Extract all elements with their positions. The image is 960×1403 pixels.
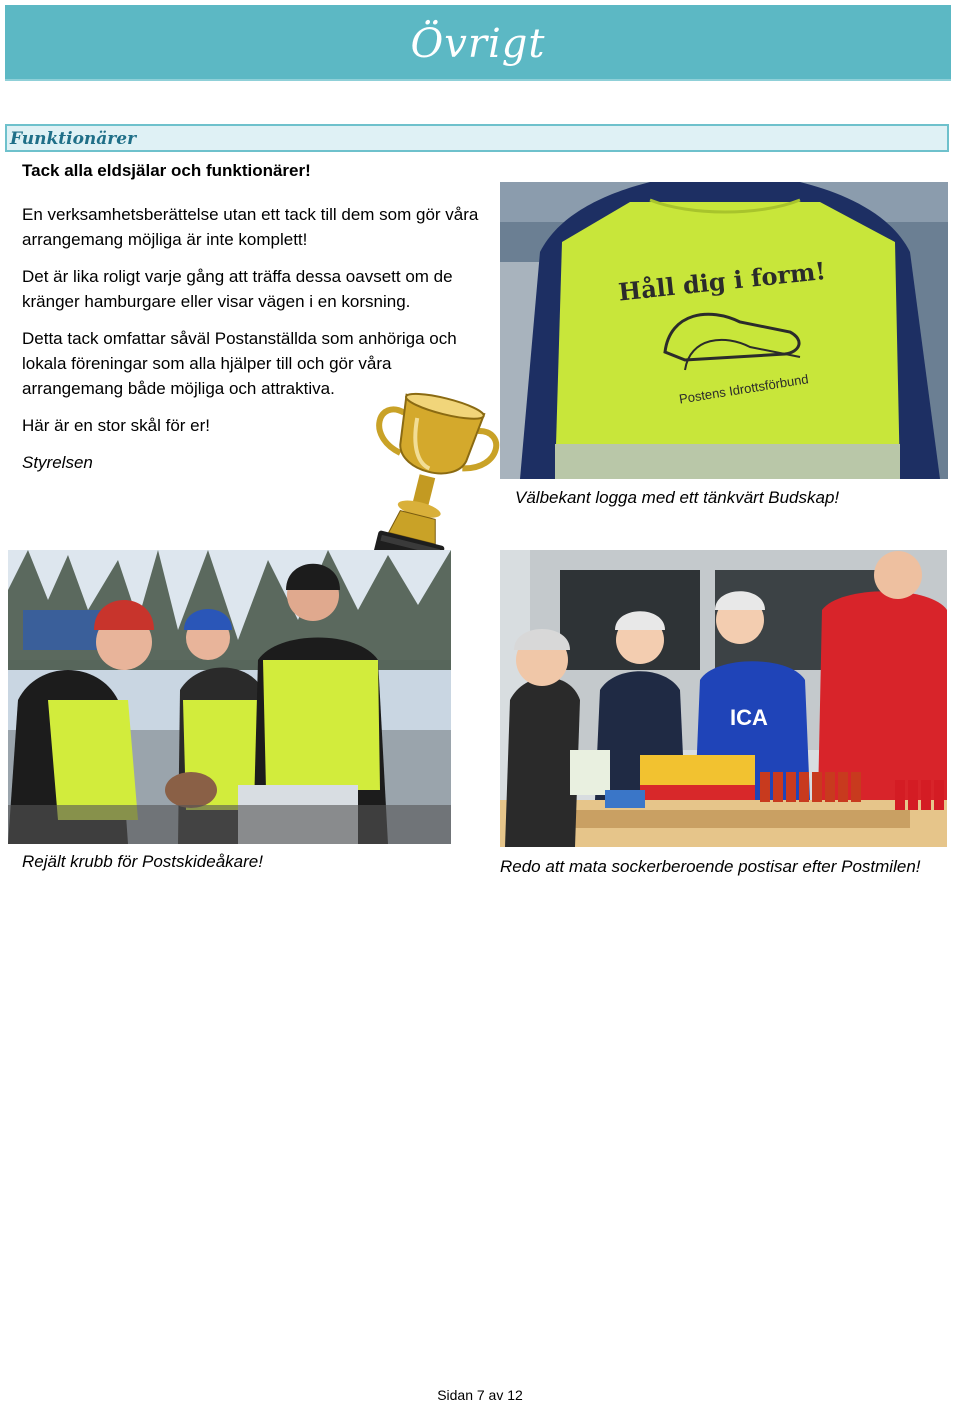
paragraph-1: En verksamhetsberättelse utan ett tack till dem som gör våra arrangemang möjliga är inte komplett!: [22, 205, 479, 249]
page-number: Sidan 7 av 12: [437, 1387, 523, 1403]
grill-photo: [8, 550, 451, 844]
kiosk-photo: [500, 550, 947, 847]
paragraph-3: Detta tack omfattar såväl Postanställda som anhöriga och lokala föreningar som alla hjälper till och gör våra arrangemang både möjliga och attraktiva.: [22, 329, 457, 398]
vest-caption: Välbekant logga med ett tänkvärt Budskap!: [515, 488, 840, 507]
paragraph-2: Det är lika roligt varje gång att träffa dessa oavsett om de kränger hamburgare eller visar vägen i en korsning.: [22, 267, 453, 311]
grill-caption: Rejält krubb för Postskideåkare!: [22, 852, 263, 871]
paragraph-4: Här är en stor skål för er!: [22, 416, 211, 435]
kiosk-caption: Redo att mata sockerberoende postisar efter Postmilen!: [500, 857, 921, 876]
thanks-heading: Tack alla eldsjälar och funktionärer!: [22, 161, 311, 180]
page-title: Övrigt: [410, 21, 546, 67]
vest-slogan: Håll dig i form!: [616, 255, 828, 307]
signature: Styrelsen: [22, 453, 93, 472]
vest-org: Postens Idrottsförbund: [677, 371, 810, 407]
section-header: [5, 124, 949, 152]
section-title: Funktionärer: [10, 129, 137, 149]
page-banner: [5, 5, 951, 81]
svg-text:ICA: ICA: [730, 705, 768, 730]
vest-photo: [500, 182, 948, 479]
